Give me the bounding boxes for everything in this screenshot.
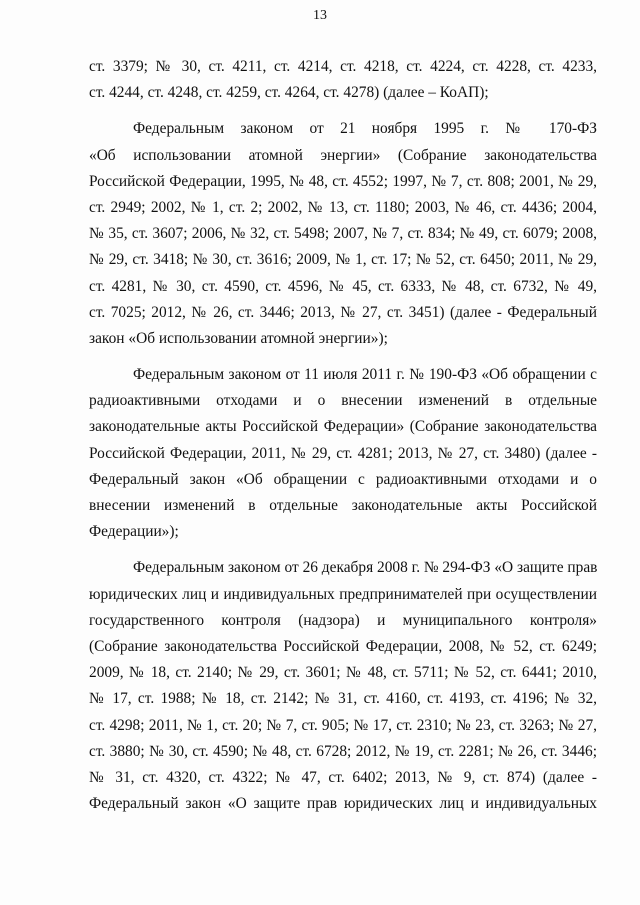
text-line: ст. 4298; 2011, № 1, ст. 20; № 7, ст. 905; № 17, ст. 2310; № 23, ст. 3263; № 27, (89, 716, 597, 734)
paragraph-gap (89, 352, 597, 362)
text-line: закон «Об использовании атомной энергии»); (89, 329, 388, 347)
text-line: Российской Федерации, 1995, № 48, ст. 4552; 1997, № 7, ст. 808; 2001, № 29, (89, 172, 597, 190)
text-line: законодательные акты Российской Федерации» (Собрание законодательства (89, 418, 597, 436)
text-line: Федеральным законом от 26 декабря 2008 г. № 294-ФЗ «О защите прав (133, 559, 598, 577)
text-line: Российской Федерации, 2011, № 29, ст. 4281; 2013, № 27, ст. 3480) (далее - (89, 444, 597, 462)
body-text (89, 54, 597, 817)
text-line: Федерации»); (89, 523, 179, 541)
text-line: ст. 2949; 2002, № 1, ст. 2; 2002, № 13, ст. 1180; 2003, № 46, ст. 4436; 2004, (89, 198, 597, 216)
text-line: № 29, ст. 3418; № 30, ст. 3616; 2009, № 1, ст. 17; № 52, ст. 6450; 2011, № 29, (89, 251, 597, 269)
text-line: ст. 7025; 2012, № 26, ст. 3446; 2013, № 27, ст. 3451) (далее - Федеральный (89, 303, 597, 321)
paragraph-koap-citation (89, 54, 597, 106)
text-line: 2009, № 18, ст. 2140; № 29, ст. 3601; № 48, ст. 5711; № 52, ст. 6441; 2010, (89, 664, 597, 682)
text-line: № 31, ст. 4320, ст. 4322; № 47, ст. 6402; 2013, № 9, ст. 874) (далее - (89, 768, 597, 786)
paragraph-atomic-energy-law (89, 116, 597, 352)
text-line: внесении изменений в отдельные законодательные акты Российской (89, 497, 597, 514)
text-line: Федеральным законом от 21 ноября 1995 г. № 170-ФЗ (133, 120, 597, 138)
text-line: радиоактивными отходами и о внесении изменений в отдельные (89, 392, 597, 410)
text-line: государственного контроля (надзора) и муниципального контроля» (89, 611, 597, 629)
text-line: ст. 3880; № 30, ст. 4590; № 48, ст. 6728; 2012, № 19, ст. 2281; № 26, ст. 3446; (89, 742, 597, 760)
text-line: ст. 4281, № 30, ст. 4590, ст. 4596, № 45, ст. 6333, № 48, ст. 6732, № 49, (89, 277, 597, 295)
paragraph-legal-entities-protection-law (89, 555, 597, 817)
paragraph-gap (89, 106, 597, 116)
text-line: юридических лиц и индивидуальных предпринимателей при осуществлении (89, 585, 597, 603)
paragraph-gap (89, 545, 597, 555)
text-line: ст. 4244, ст. 4248, ст. 4259, ст. 4264, ст. 4278) (далее – КоАП); (89, 84, 489, 102)
paragraph-radioactive-waste-law (89, 362, 597, 545)
text-line: Федеральным законом от 11 июля 2011 г. № 190-ФЗ «Об обращении с (133, 366, 597, 384)
text-line: (Собрание законодательства Российской Федерации, 2008, № 52, ст. 6249; (89, 637, 597, 655)
text-line: Федеральный закон «Об обращении с радиоактивными отходами и о (89, 470, 597, 488)
text-line: № 35, ст. 3607; 2006, № 32, ст. 5498; 2007, № 7, ст. 834; № 49, ст. 6079; 2008, (89, 225, 597, 243)
text-line: ст. 3379; № 30, ст. 4211, ст. 4214, ст. 4218, ст. 4224, ст. 4228, ст. 4233, (89, 58, 597, 75)
text-line: № 17, ст. 1988; № 18, ст. 2142; № 31, ст. 4160, ст. 4193, ст. 4196; № 32, (89, 690, 597, 708)
text-line: «Об использовании атомной энергии» (Собрание законодательства (89, 146, 597, 164)
page-number: 13 (313, 8, 327, 23)
text-line: Федеральный закон «О защите прав юридических лиц и индивидуальных (89, 795, 597, 813)
